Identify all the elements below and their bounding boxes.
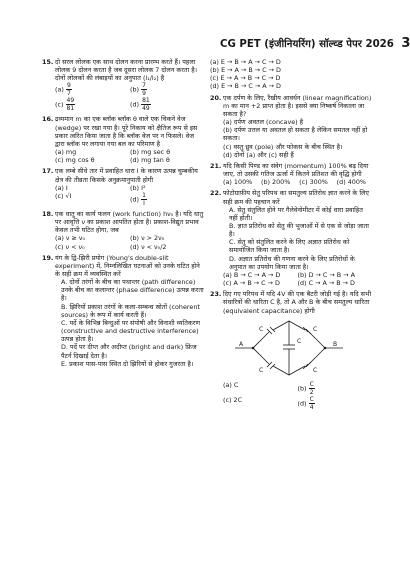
question-21-options: [223, 178, 372, 186]
option-c[interactable]: (c) 2C: [223, 395, 243, 404]
option-a[interactable]: (a) I: [55, 183, 68, 192]
question-17-text: एक लम्बे सीधे तार में प्रवाहित धारा I के कारण उत्पन्न चुम्बकीय क्षेत्र की तीव्रता किसके अनुक्रमानुपाती होगी: [55, 167, 198, 184]
question-17-options: [55, 184, 205, 207]
question-23-options: [223, 381, 372, 411]
question-16-options: [55, 148, 205, 164]
question-16: 16. द्रव्यमान m का एक ब्लॉक ब्लॉक θ वाले एक चिकने वेज (wedge) पर रखा गया है। पूरे निकाय को क्षैतिज रूप से इस प्रकार त्वरित किया जाता है कि ब्लॉक वेज पर न फिसले। वेज द्वारा ब्लॉक पर लगाया गया बल का परिमाण है (a) mg (b) mg sec θ (c) mg cos θ (d) mg tan θ: [42, 115, 205, 164]
capacitor-label: C: [313, 325, 318, 333]
question-16-text: द्रव्यमान m का एक ब्लॉक ब्लॉक θ वाले एक चिकने वेज (wedge) पर रखा गया है। पूरे निकाय को क्षैतिज रूप से इस प्रकार त्वरित किया जाता है कि ब्लॉक वेज पर न फिसले। वेज द्वारा ब्लॉक पर लगाया गया बल का परिमाण है: [55, 115, 198, 148]
page-header: [220, 36, 410, 52]
statement-d: D. अज्ञात प्रतिरोध की गणना करने के लिए प्रतिरोधों के अनुपात का उपयोग किया जाता है।: [229, 254, 355, 271]
option-a[interactable]: (a) B → C → A → D: [223, 270, 281, 279]
left-column: [42, 58, 205, 371]
node-b-label: B: [333, 340, 338, 348]
option-d[interactable]: (d) $\frac{C}{4}$: [297, 395, 314, 411]
statement-a: A. दोनों तरंगों के बीच का पथान्तर (path difference) उनके बीच का कलान्तर (phase difference) उत्पन्न करता है।: [61, 278, 204, 303]
question-15-text: दो सरल लोलक एक साथ दोलन करना प्रारम्भ करते हैं। पहला लोलक 9 दोलन करता है जब दूसरा लोलक 7 दोलन करता है। दोनों लोलकों की लंबाइयों का अनुपात (l₁/l₂) है: [55, 58, 198, 83]
question-19-options: [210, 58, 372, 91]
option-d[interactable]: (d) दोनों (a) और (c) सही हैं: [223, 150, 294, 159]
question-23-text: दिए गए परिपथ में यदि 4V की एक बैटरी जोड़ी गई है। यदि सभी संधारित्रों की धारिता C है, तो A और B के बीच समतुल्य धारिता (equivalent capacitance) होगी: [223, 290, 372, 315]
question-21-text: यदि किसी पिण्ड का संवेग (momentum) 100% बढ़ दिया जाए, तो उसकी गतिज ऊर्जा में कितने प्रतिशत की वृद्धि होगी: [223, 161, 369, 179]
question-18-text: एक धातु का कार्य फलन (work function) hν₀ है। यदि धातु पर आवृत्ति ν का प्रकाश आपतित होता है। प्रकाश-विद्युत प्रभाव केवल तभी घटित होगा, जब: [55, 209, 204, 235]
option-b[interactable]: (b) D → C → B → A: [297, 270, 355, 279]
option-a[interactable]: (a) दर्पण अवतल (concave) है: [223, 118, 304, 127]
question-18: 18. एक धातु का कार्य फलन (work function) hν₀ है। यदि धातु पर आवृत्ति ν का प्रकाश आपतित होता है। प्रकाश-विद्युत प्रभाव केवल तभी घटित होगा, जब (a) ν ≥ ν₀ (b) ν > 2ν₀ (c) ν < ν₀ (d) ν < ν₀/2: [42, 209, 204, 251]
capacitor-label: C: [259, 366, 264, 374]
statement-b: B. झिरियों प्रकाश तरंगों के कला-सम्बन्ध स्रोतों (coherent sources) के रूप में कार्य करती हैं।: [61, 302, 200, 319]
option-c[interactable]: (c) √I: [55, 191, 72, 200]
option-c[interactable]: (c) ν < ν₀: [55, 242, 85, 251]
option-c[interactable]: (c) वस्तु ध्रुव (pole) और फोकस के बीच स्थित है।: [223, 142, 343, 151]
option-b[interactable]: (b) I²: [130, 183, 146, 192]
node-a-label: A: [239, 340, 244, 348]
option-b[interactable]: (b) ν > 2ν₀: [130, 234, 165, 243]
option-c[interactable]: (c) mg cos θ: [55, 156, 95, 165]
option-d[interactable]: (d) $\frac{81}{49}$: [130, 97, 150, 113]
question-19: 19. यंग के द्वि-झिरी प्रयोग (Young's double-slit experiment) में, निम्नलिखित घटनाओं को उनके घटित होने के सही क्रम में व्यवस्थित करें A. दोनों तरंगों के बीच का पथान्तर (path difference) उनके बीच का कलान्तर (phase difference) उत्पन्न करता है। B. झिरियों प्रकाश तरंगों के कला-सम्बन्ध स्रोतों (coherent sources) के रूप में कार्य करती हैं। C. पर्दे के विभिन्न बिन्दुओं पर संपोषी और विनाशी व्यतिकरण (constructive and destructive interference) उत्पन्न होता है। D. पर्दे पर दीप्त और अदीप्त (bright and dark) फ्रिंज पैटर्न दिखाई देता है। E. प्रकाश पास-पास स्थित दो झिरियों से होकर गुजरता है।: [42, 253, 204, 368]
option-b[interactable]: (b) mg sec θ: [130, 148, 171, 157]
question-20-text: एक दर्पण के लिए, रैखीय आवर्धन (linear magnification) m का मान +2 प्राप्त होता है। इससे क्या निष्कर्ष निकाला जा सकता है?: [223, 93, 372, 118]
statement-a: A. सेतु संतुलित होने पर गैलेवेनोमीटर में कोई धारा प्रवाहित नहीं होती।: [229, 205, 363, 222]
option-a[interactable]: (a) C: [223, 380, 239, 389]
capacitor-label: C: [259, 325, 264, 333]
question-21: 21. यदि किसी पिण्ड का संवेग (momentum) 100% बढ़ दिया जाए, तो उसकी गतिज ऊर्जा में कितने प्रतिशत की वृद्धि होगी (a) 100% (b) 200% (c) 300% (d) 400%: [210, 162, 372, 186]
option-a[interactable]: (a) E → B → A → C → D: [210, 58, 281, 66]
statement-d: D. पर्दे पर दीप्त और अदीप्त (bright and dark) फ्रिंज पैटर्न दिखाई देता है।: [61, 343, 197, 360]
question-15: 15. दो सरल लोलक एक साथ दोलन करना प्रारम्भ करते हैं। पहला लोलक 9 दोलन करता है जब दूसरा लोलक 7 दोलन करता है। दोनों लोलकों की लंबाइयों का अनुपात (l₁/l₂) है (a) $\frac{9}{7}$ (b) $\frac{7}{9}$ (c) $\frac{49}{81}$ (d) $\frac{81}{49}$: [42, 58, 205, 112]
option-d[interactable]: (d) mg tan θ: [130, 156, 170, 165]
option-b[interactable]: (b) दर्पण उत्तल या अवतल हो सकता है लेकिन समतल नहीं हो सकता।: [223, 126, 368, 143]
capacitor-circuit-diagram: [229, 317, 349, 379]
option-a[interactable]: (a) $\frac{9}{7}$: [55, 82, 71, 98]
option-b[interactable]: (b) $\frac{7}{9}$: [130, 82, 146, 98]
page-number: 3: [401, 36, 410, 51]
option-a[interactable]: (a) ν ≥ ν₀: [55, 234, 86, 243]
option-b[interactable]: (b) $\frac{C}{2}$: [297, 380, 314, 396]
question-15-options: [55, 82, 205, 112]
option-d[interactable]: (d) $\frac{1}{I}$: [130, 191, 146, 207]
statement-b: B. ज्ञात प्रतिरोध को सेतु की भुजाओं में से एक से जोड़ा जाता है।: [229, 221, 369, 239]
option-a[interactable]: (a) mg: [55, 148, 77, 157]
statement-e: E. प्रकाश पास-पास स्थित दो झिरियों से होकर गुजरता है।: [61, 359, 194, 368]
question-22: 22. फोटोग्राफ़ीय सेतु परिपथ का समतुल्य प्रतिरोध ज्ञात करने के लिए सही क्रम की पहचान करें A. सेतु संतुलित होने पर गैलेवेनोमीटर में कोई धारा प्रवाहित नहीं होती। B. ज्ञात प्रतिरोध को सेतु की भुजाओं में से एक से जोड़ा जाता है। C. सेतु को संतुलित करने के लिए अज्ञात प्रतिरोध को समायोजित किया जाता है। D. अज्ञात प्रतिरोध की गणना करने के लिए प्रतिरोधों के अनुपात का उपयोग किया जाता है। (a) B → C → A → D (b) D → C → B → A (c) A → B → C → D (d) C → A → B → D: [210, 189, 372, 287]
header-title: CG PET (इंजीनियरिंग) सॉल्व्ड पेपर 2026: [220, 39, 394, 50]
question-22-options: [223, 271, 372, 287]
question-23: 23. दिए गए परिपथ में यदि 4V की एक बैटरी जोड़ी गई है। यदि सभी संधारित्रों की धारिता C है, तो A और B के बीच समतुल्य धारिता (equivalent capacitance) होगी A B C C C C C (a) C (b) $\frac{C}{2}$ (c) 2C (d) $\frac{C}{4}$: [210, 290, 372, 411]
question-17: 17. एक लम्बे सीधे तार में प्रवाहित धारा I के कारण उत्पन्न चुम्बकीय क्षेत्र की तीव्रता किसके अनुक्रमानुपाती होगी (a) I (b) I² (c) √I (d) $\frac{1}{I}$: [42, 167, 205, 206]
option-c[interactable]: (c) A → B → C → D: [223, 279, 280, 288]
capacitor-label: C: [313, 366, 318, 374]
option-d[interactable]: (d) E → B → C → A → D: [210, 82, 281, 91]
question-22-text: फोटोग्राफ़ीय सेतु परिपथ का समतुल्य प्रतिरोध ज्ञात करने के लिए सही क्रम की पहचान करें: [223, 189, 369, 206]
question-20: 20. एक दर्पण के लिए, रैखीय आवर्धन (linear magnification) m का मान +2 प्राप्त होता है। इससे क्या निष्कर्ष निकाला जा सकता है? (a) दर्पण अवतल (concave) है (b) दर्पण उत्तल या अवतल हो सकता है लेकिन समतल नहीं हो सकता। (c) वस्तु ध्रुव (pole) और फोकस के बीच स्थित है। (d) दोनों (a) और (c) सही हैं: [210, 93, 372, 159]
option-c[interactable]: (c) E → A → B → C → D: [210, 74, 281, 83]
option-b[interactable]: (b) 200%: [260, 178, 291, 187]
option-c[interactable]: (c) $\frac{49}{81}$: [55, 97, 75, 113]
question-19-text: यंग के द्वि-झिरी प्रयोग (Young's double-slit experiment) में, निम्नलिखित घटनाओं को उनके घटित होने के सही क्रम में व्यवस्थित करें: [55, 253, 200, 278]
capacitor-label: C: [297, 337, 302, 345]
option-d[interactable]: (d) ν < ν₀/2: [130, 242, 167, 251]
option-d[interactable]: (d) 400%: [336, 178, 366, 187]
option-c[interactable]: (c) 300%: [299, 178, 328, 187]
statement-c: C. पर्दे के विभिन्न बिन्दुओं पर संपोषी और विनाशी व्यतिकरण (constructive and destructive interference) उत्पन्न होता है।: [61, 318, 201, 344]
option-b[interactable]: (b) E → A → B → C → D: [210, 66, 281, 75]
question-18-options: [55, 234, 205, 250]
right-column: [210, 58, 372, 414]
option-a[interactable]: (a) 100%: [223, 178, 253, 187]
statement-c: C. सेतु को संतुलित करने के लिए अज्ञात प्रतिरोध को समायोजित किया जाता है।: [229, 238, 350, 255]
option-d[interactable]: (d) C → A → B → D: [297, 279, 355, 288]
